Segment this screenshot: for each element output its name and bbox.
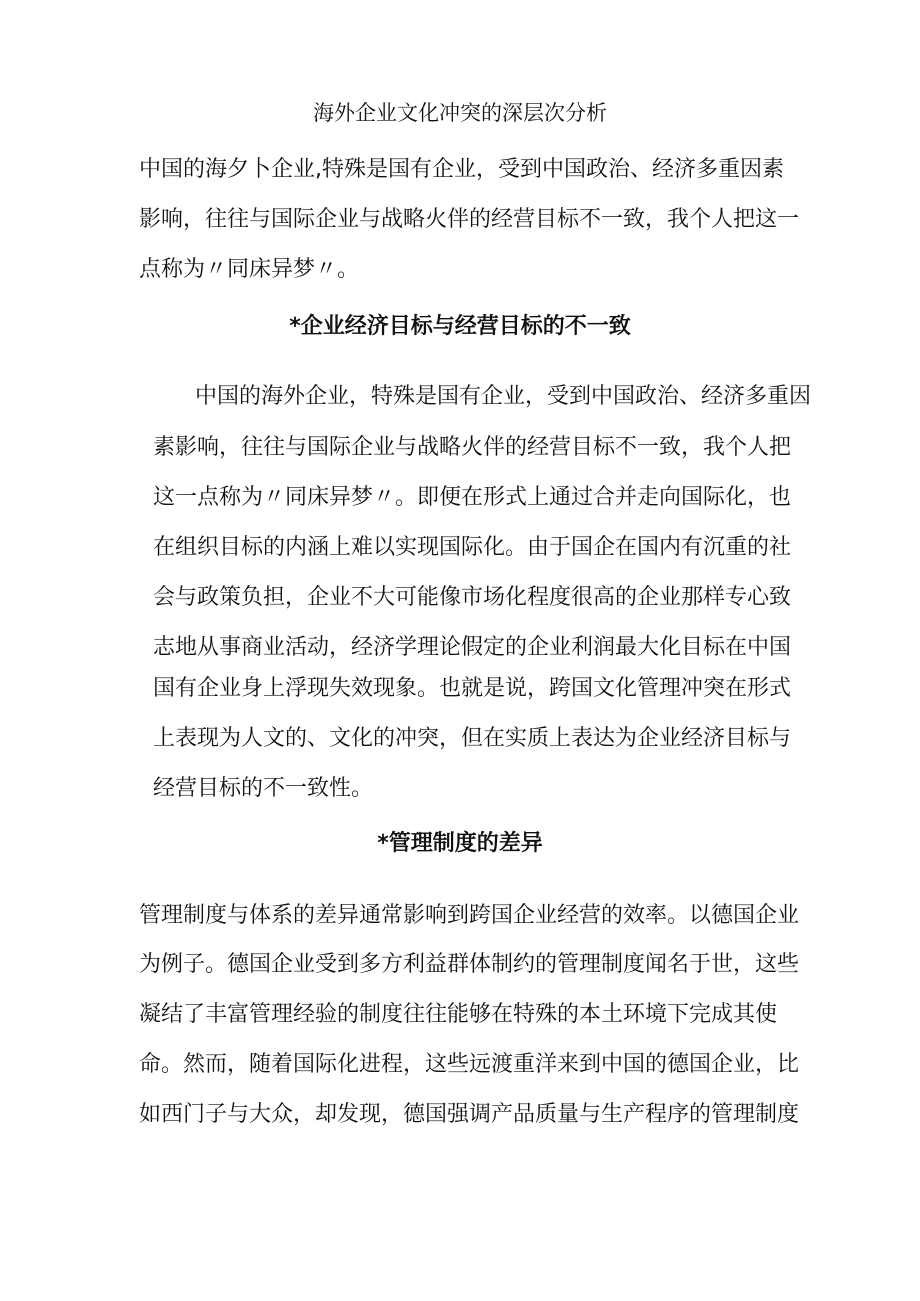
paragraph-line: 命。然而，随着国际化进程，这些远渡重洋来到中国的德国企业，比 bbox=[139, 1052, 800, 1077]
section-heading-management-systems: *管理制度的差异 bbox=[377, 831, 543, 856]
intro-line: 点称为〃同床异梦〃。 bbox=[139, 257, 360, 282]
intro-line: 中国的海夕卜企业,特殊是国有企业，受到中国政治、经济多重因素 bbox=[139, 157, 784, 182]
paragraph-line: 为例子。德国企业受到多方利益群体制约的管理制度闻名于世，这些 bbox=[139, 952, 800, 977]
paragraph-line: 国有企业身上浮现失效现象。也就是说，跨国文化管理冲突在形式 bbox=[153, 676, 792, 701]
paragraph-line: 中国的海外企业，特殊是国有企业，受到中国政治、经济多重因 bbox=[195, 384, 812, 409]
paragraph-line: 素影响，往往与国际企业与战略火伴的经营目标不一致，我个人把 bbox=[153, 435, 792, 460]
paragraph-line: 志地从事商业活动，经济学理论假定的企业利润最大化目标在中国 bbox=[153, 635, 792, 660]
paragraph-line: 在组织目标的内涵上难以实现国际化。由于国企在国内有沉重的社 bbox=[153, 535, 792, 560]
document-title: 海外企业文化冲突的深层次分析 bbox=[313, 101, 607, 125]
paragraph-line: 管理制度与体系的差异通常影响到跨国企业经营的效率。以德国企业 bbox=[139, 903, 800, 928]
section-heading-economic-goals: *企业经济目标与经营目标的不一致 bbox=[289, 314, 631, 339]
paragraph-line: 这一点称为〃同床异梦〃。即便在形式上通过合并走向国际化，也 bbox=[153, 485, 792, 510]
paragraph-line: 上表现为人文的、文化的冲突，但在实质上表达为企业经济目标与 bbox=[153, 726, 792, 751]
paragraph-line: 凝结了丰富管理经验的制度往往能够在特殊的本土环境下完成其使 bbox=[139, 1002, 778, 1027]
paragraph-line: 会与政策负担，企业不大可能像市场化程度很高的企业那样专心致 bbox=[153, 585, 792, 610]
intro-line: 影响，往往与国际企业与战略火伴的经营目标不一致，我个人把这一 bbox=[139, 207, 800, 232]
paragraph-line: 如西门子与大众，却发现，德国强调产品质量与生产程序的管理制度 bbox=[139, 1102, 800, 1127]
paragraph-line: 经营目标的不一致性。 bbox=[153, 776, 374, 801]
